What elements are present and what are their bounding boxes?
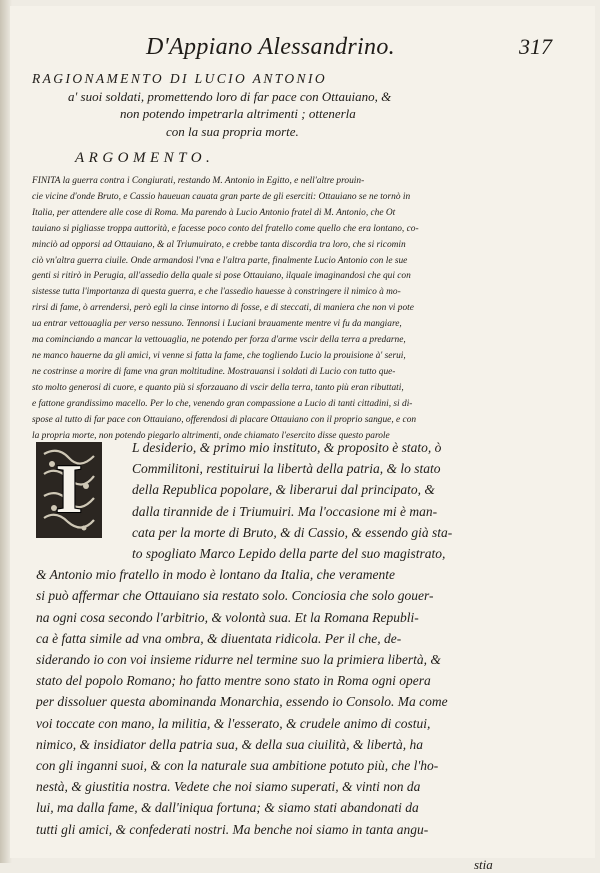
summary-line: ne manco hauerne da gli amici, vi venne si fatta la fame, che togliendo Lucio la prouisione à' serui, [32,350,406,361]
body-line: stato del popolo Romano; ho fatto mentre sono stato in Roma ogni opera [36,673,431,689]
summary-line: ne costrinse a morire di fame vna gran moltitudine. Mostrauansi i soldati di Lucio con tutto que- [32,366,396,377]
summary-line: sto molto generosi di cuore, e quanto più si sforzauano di vscir della terra, tanto più eran ributtati, [32,382,404,393]
summary-line: FINITA la guerra contra i Congiurati, restando M. Antonio in Egitto, e nell'altre prouin- [32,176,365,186]
body-line: tutti gli amici, & confederati nostri. Ma benche noi siamo in tanta angu- [36,821,429,837]
heading-line-2: a' suoi soldati, promettendo loro di far pace con Ottauiano, & [68,88,392,104]
page-number: 317 [519,34,552,59]
body-line: nimico, & insidiator della patria sua, & della sua ciuilità, & libertà, ha [36,736,423,752]
body-line: dalla tirannide de i Triumuiri. Ma l'occasione mi è man- [132,503,438,519]
body-line: della Republica popolare, & liberarui dal principato, & [132,482,435,498]
summary-line: Italia, per attendere alle cose di Roma. Ma parendo à Lucio Antonio fratel di M. Antonio, che Ot [32,207,396,218]
speech-body [36,437,516,840]
body-line: per dissoluer questa abominanda Monarchia, essendo io Consolo. Ma come [36,694,448,710]
body-line: siderando io con voi insieme ridurre nel termine suo la primiera libertà, & [36,652,441,668]
argomento-title: ARGOMENTO. [75,150,215,166]
summary-line: ciò vn'altra guerra ciuile. Onde armandosi l'vna e l'altra parte, finalmente Lucio Antonio con le sue [32,255,408,266]
summary-line: cie vicine d'onde Bruto, e Cassio haueuan cauata gran parte de gli eserciti: Ottauiano se ne tornò in [32,191,411,202]
summary-line: rirsi di fame, ò arrendersi, però egli la cinse intorno di fosse, e di steccati, di maniera che non vi pote [32,303,414,314]
body-line: lui, ma dalla fame, & dall'iniqua fortuna; & siamo stati abandonati da [36,800,419,816]
chapter-heading [32,70,502,140]
running-title: D'Appiano Alessandrino. [146,34,395,60]
summary-line: ua entrar vettouaglia per verso nessuno. Tennonsi i Luciani brauamente mentre vi fu da mangiare, [32,319,402,330]
summary-line: tauiano si pigliasse troppa auttorità, e facesse poco conto del fratello come quello che era lontano, co- [32,223,419,234]
argomento-summary [32,174,500,444]
body-line: to spogliato Marco Lepido della parte del suo magistrato, [132,546,446,562]
summary-line: la propria morte, non potendo piegarlo altrimenti, onde chiamato l'esercito disse questo parole [32,430,390,441]
heading-line-3: non potendo impetrarla altrimenti ; ottenerla [120,106,356,121]
body-line: ca è fatta simile ad vna ombra, & diuentata ridicola. Per il che, de- [36,630,402,646]
body-line: & Antonio mio fratello in modo è lontano da Italia, che veramente [36,567,395,583]
heading-line-1: RAGIONAMENTO DI LUCIO ANTONIO [32,71,327,86]
body-line: si può affermar che Ottauiano sia restato solo. Conciosia che solo gouer- [36,588,434,604]
heading-line-4: con la sua propria morte. [166,123,299,139]
body-line: nestà, & giustitia nostra. Vedete che noi siamo superati, & vinti non da [36,779,421,795]
body-line: cata per la morte di Bruto, & di Cassio, & essendo già sta- [132,524,453,540]
body-line: L desiderio, & primo mio instituto, & proposito è stato, ò [132,440,442,455]
body-line: con gli inganni suoi, & con la naturale sua ambitione potuto più, che l'ho- [36,758,439,774]
summary-line: minciò ad opporsi ad Ottauiano, & al Triumuirato, e crebbe tanta discordia tra loro, che si ricomin [32,239,406,250]
summary-line: e fattone grandissimo macello. Per lo che, venendo gran compassione a Lucio di tanti cittadini, si di- [32,398,413,409]
summary-line: ma cominciando a mancar la vettouaglia, ne potendo per forza d'arme vscir della terra a predarne, [32,335,406,346]
summary-line: spose al tutto di far pace con Ottauiano, offerendosi di placare Ottauiano con il proprio sangue, e con [32,414,417,425]
initial-letter: I [55,451,83,528]
body-line: na ogni cosa secondo l'arbitrio, & volontà sua. Et la Romana Republi- [36,609,419,625]
summary-line: sistesse tutta l'importanza di questa guerra, e che l'assedio hauesse à constringere il nimico à mo- [32,287,401,298]
summary-line: genti si ritirò in Perugia, all'assedio della quale si pose Ottauiano, ilquale imaginandosi che qui con [32,271,411,282]
body-line: voi toccate con mano, la militia, & l'esserato, & crudele animo di costui, [36,715,431,731]
catchword: stia [474,857,493,872]
body-line: Commilitoni, restituirui la libertà della patria, & lo stato [132,461,441,477]
